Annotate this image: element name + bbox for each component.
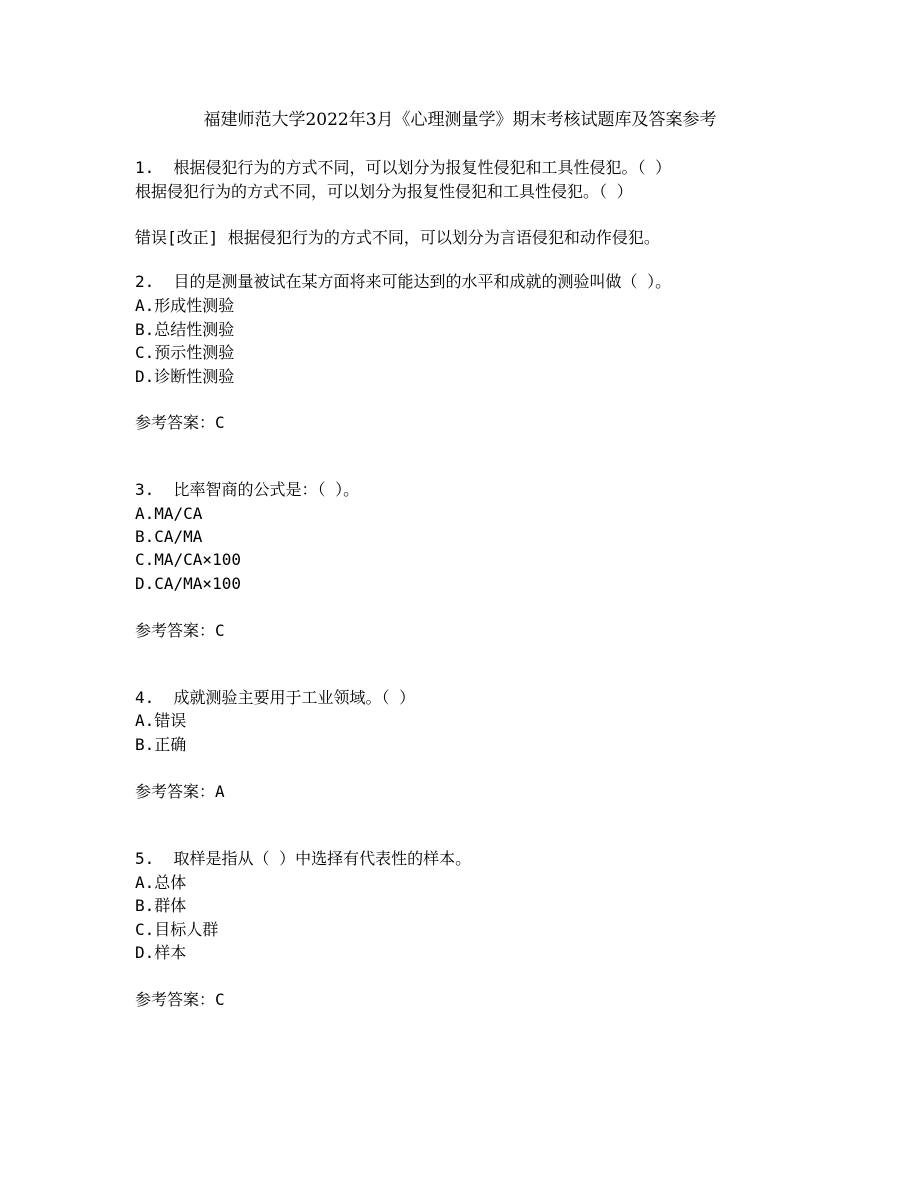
question-4-stem-line xyxy=(135,686,415,710)
question-1-number: 1. xyxy=(135,158,155,177)
question-5-option-d: D.样本 xyxy=(135,943,187,962)
question-5-option-b: B.群体 xyxy=(135,896,187,915)
question-5-answer: 参考答案：C xyxy=(135,990,225,1009)
question-2-answer: 参考答案：C xyxy=(135,413,225,432)
question-3-stem: 比率智商的公式是：（ ）。 xyxy=(173,480,360,499)
question-1-stem-line xyxy=(135,156,671,180)
question-4-number: 4. xyxy=(135,688,155,707)
question-3-option-d: D.CA/MA×100 xyxy=(135,574,241,593)
question-5-option-c: C.目标人群 xyxy=(135,920,219,939)
question-3-option-c: C.MA/CA×100 xyxy=(135,550,241,569)
question-5-option-a: A.总体 xyxy=(135,873,187,892)
question-3-option-b: B.CA/MA xyxy=(135,527,203,546)
question-4-option-b: B.正确 xyxy=(135,735,187,754)
question-4-stem: 成就测验主要用于工业领域。（ ） xyxy=(173,688,416,707)
question-1-answer: 错误[改正] 根据侵犯行为的方式不同，可以划分为言语侵犯和动作侵犯。 xyxy=(135,228,660,247)
question-2-option-a: A.形成性测验 xyxy=(135,296,235,315)
question-4-option-a: A.错误 xyxy=(135,711,187,730)
question-3-answer: 参考答案：C xyxy=(135,621,225,640)
question-2-option-b: B.总结性测验 xyxy=(135,320,235,339)
question-2-option-d: D.诊断性测验 xyxy=(135,367,235,386)
question-3-number: 3. xyxy=(135,480,155,499)
question-5-number: 5. xyxy=(135,849,155,868)
question-1-stem-repeat: 根据侵犯行为的方式不同，可以划分为报复性侵犯和工具性侵犯。（ ） xyxy=(135,182,633,201)
question-5-stem-line xyxy=(135,847,471,871)
question-1-stem: 根据侵犯行为的方式不同，可以划分为报复性侵犯和工具性侵犯。（ ） xyxy=(173,158,672,177)
question-4-answer: 参考答案：A xyxy=(135,782,225,801)
question-3-stem-line xyxy=(135,478,359,502)
question-3-option-a: A.MA/CA xyxy=(135,504,203,523)
question-2-option-c: C.预示性测验 xyxy=(135,343,235,362)
question-2-number: 2. xyxy=(135,272,155,291)
document-title: 福建师范大学2022年3月《心理测量学》期末考核试题库及答案参考 xyxy=(203,110,717,130)
question-2-stem-line xyxy=(135,270,671,294)
question-2-stem: 目的是测量被试在某方面将来可能达到的水平和成就的测验叫做（ ）。 xyxy=(173,272,672,291)
question-5-stem: 取样是指从（ ）中选择有代表性的样本。 xyxy=(173,849,472,868)
